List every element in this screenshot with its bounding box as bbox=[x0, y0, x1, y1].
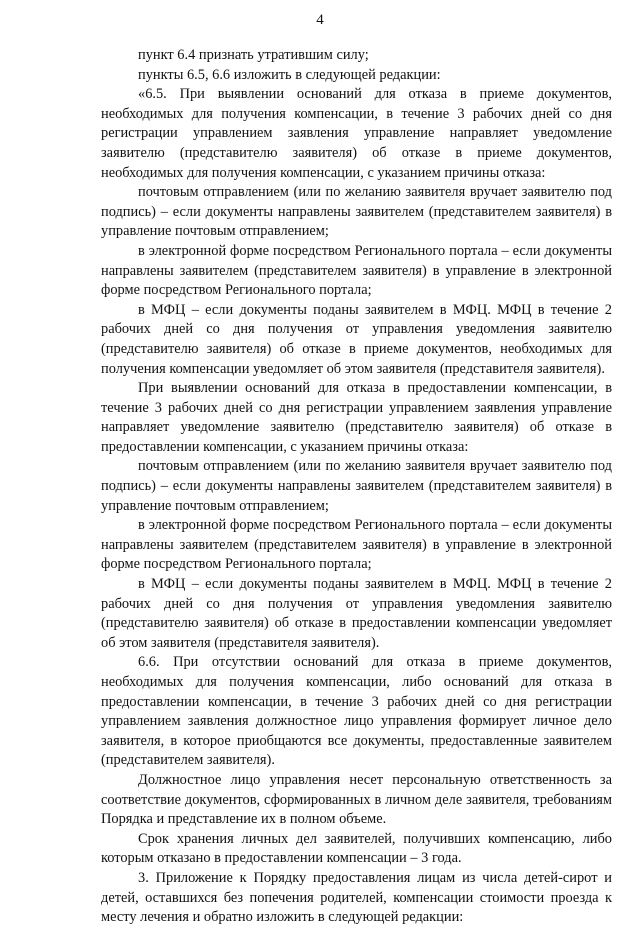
paragraph-postal-notification: почтовым отправлением (или по желанию заявителя вручает заявителю под подпись) – если документы направлены заявителем (представителем заявителя) в управление почтовым отправлением; bbox=[101, 184, 612, 240]
paragraph-mfc-notification-2: в МФЦ – если документы поданы заявителем в МФЦ. МФЦ в течение 2 рабочих дней со дня получения от управления уведомления заявителю (представителю заявителя) об отказе в предоставлении компенсации уведомляет об этом заявителя (представителя заявителя). bbox=[101, 576, 612, 651]
paragraph-mfc-notification: в МФЦ – если документы поданы заявителем в МФЦ. МФЦ в течение 2 рабочих дней со дня получения от управления уведомления заявителю (представителю заявителя) об отказе в приеме документов, необходимых для получения компенсации уведомляет об этом заявителя (представителя заявителя). bbox=[101, 301, 612, 377]
paragraph-official-responsibility: Должностное лицо управления несет персональную ответственность за соответствие документов, сформированных в личном деле заявителя, требованиям Порядка и представление их в полном объеме. bbox=[101, 771, 612, 828]
paragraph-electronic-notification: в электронной форме посредством Регионального портала – если документы направлены заявителем (представителем заявителя) в управление в электронной форме посредством Регионального портала; bbox=[101, 242, 612, 299]
paragraph-storage-period: Срок хранения личных дел заявителей, получивших компенсацию, либо которым отказано в предоставлении компенсации – 3 года. bbox=[101, 830, 612, 867]
paragraph-item-3-appendix: 3. Приложение к Порядку предоставления лицам из числа детей-сирот и детей, оставшихся без попечения родителей, компенсации стоимости проезда к месту лечения и обратно изложить в следующей редакции: bbox=[101, 869, 612, 926]
paragraph-postal-notification-2: почтовым отправлением (или по желанию заявителя вручает заявителю под подпись) – если документы направлены заявителем (представителем заявителя) в управление почтовым отправлением; bbox=[101, 458, 612, 514]
document-body bbox=[101, 46, 612, 928]
paragraph-item-6-4: пункт 6.4 признать утратившим силу; bbox=[138, 47, 369, 63]
paragraph-6-5-refusal-acceptance: «6.5. При выявлении оснований для отказа в приеме документов, необходимых для получения компенсации, в течение 3 рабочих дней со дня регистрации управлением заявления управление направляет уведомление заявителю (представителю заявителя) об отказе в приеме документов, необходимых для получения компенсации, с указанием причины отказа: bbox=[101, 86, 612, 181]
paragraph-items-6-5-6-6-intro: пункты 6.5, 6.6 изложить в следующей редакции: bbox=[138, 66, 441, 83]
page-number: 4 bbox=[316, 12, 324, 28]
paragraph-6-6-personal-file: 6.6. При отсутствии оснований для отказа в приеме документов, необходимых для получения компенсации, либо оснований для отказа в предоставлении компенсации, в течение 3 рабочих дней со дня регистрации управлением заявления должностное лицо управления формирует личное дело заявителя, в которое приобщаются все документы, предоставленные заявителем (представителем заявителя). bbox=[101, 654, 612, 769]
paragraph-electronic-notification-2: в электронной форме посредством Регионального портала – если документы направлены заявителем (представителем заявителя) в управление в электронной форме посредством Регионального портала; bbox=[101, 517, 612, 573]
paragraph-refusal-provision: При выявлении оснований для отказа в предоставлении компенсации, в течение 3 рабочих дней со дня регистрации управлением заявления управление направляет уведомление заявителю (представителю заявителя) об отказе в предоставлении компенсации, с указанием причины отказа: bbox=[101, 380, 612, 455]
